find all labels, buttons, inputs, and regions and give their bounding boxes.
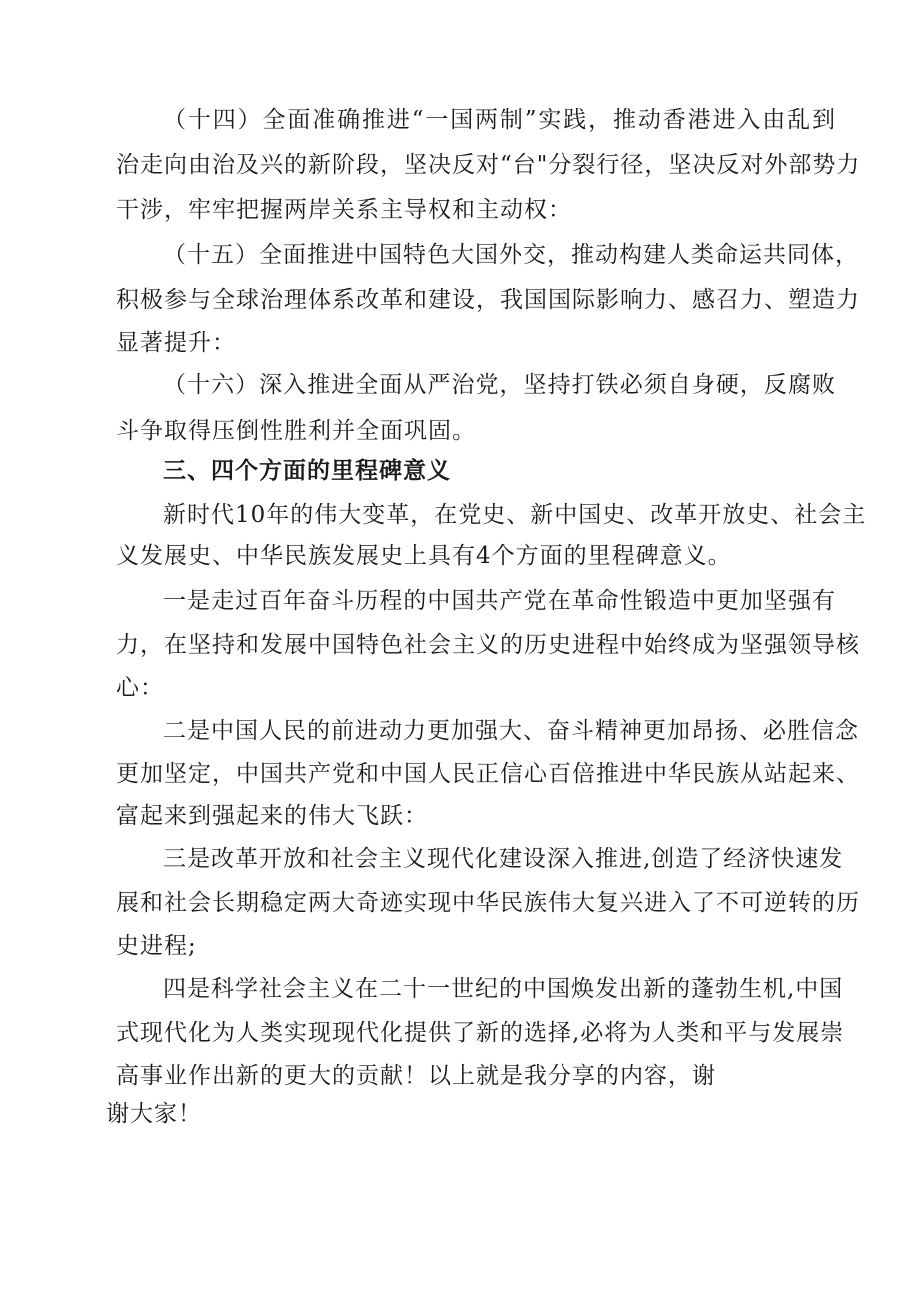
point2-line3: 富起来到强起来的伟大飞跃：: [116, 803, 428, 829]
point3-line3: 史进程;: [116, 933, 197, 959]
point4-line4: 谢大家！: [106, 1101, 202, 1127]
para14-line1: （十四）全面准确推进“一国两制”实践，推动香港进入由乱到: [163, 107, 836, 133]
point3-line1: 三是改革开放和社会主义现代化建设深入推进,创造了经济快速发: [163, 846, 844, 872]
para14-line3: 干涉，牢牢把握两岸关系主导权和主动权：: [116, 197, 572, 223]
point3-line2: 展和社会长期稳定两大奇迹实现中华民族伟大复兴进入了不可逆转的历: [116, 890, 860, 916]
point4-line1: 四是科学社会主义在二十一世纪的中国焕发出新的蓬勃生机,中国: [163, 976, 844, 1002]
point1-line3: 心：: [116, 675, 164, 701]
para16-line1: （十六）深入推进全面从严治党，坚持打铁必须自身硬，反腐败: [163, 372, 836, 398]
para15-line3: 显著提升：: [116, 330, 236, 356]
point4-line3: 高事业作出新的更大的贡献！以上就是我分享的内容，谢: [116, 1063, 716, 1089]
point1-line1: 一是走过百年奋斗历程的中国共产党在革命性锻造中更加坚强有: [163, 588, 836, 614]
point4-line2: 式现代化为人类实现现代化提供了新的选择,必将为人类和平与发展崇: [116, 1020, 845, 1046]
point2-line1: 二是中国人民的前进动力更加强大、奋斗精神更加昂扬、必胜信念: [163, 718, 859, 744]
para16-line2: 斗争取得压倒性胜利并全面巩固。: [116, 418, 476, 444]
point1-line2: 力，在坚持和发展中国特色社会主义的历史进程中始终成为坚强领导核: [116, 632, 860, 658]
section-heading: 三、四个方面的里程碑意义: [163, 458, 451, 484]
para14-line2: 治走向由治及兴的新阶段，坚决反对“台"分裂行径，坚决反对外部势力: [116, 152, 861, 178]
para15-line1: （十五）全面推进中国特色大国外交，推动构建人类命运共同体，: [163, 242, 859, 268]
intro-line2: 义发展史、中华民族发展史上具有4个方面的里程碑意义。: [116, 543, 732, 569]
point2-line2: 更加坚定，中国共产党和中国人民正信心百倍推进中华民族从站起来、: [116, 761, 860, 787]
intro-line1: 新时代10年的伟大变革，在党史、新中国史、改革开放史、社会主: [163, 502, 867, 528]
para15-line2: 积极参与全球治理体系改革和建设，我国国际影响力、感召力、塑造力: [116, 287, 860, 313]
